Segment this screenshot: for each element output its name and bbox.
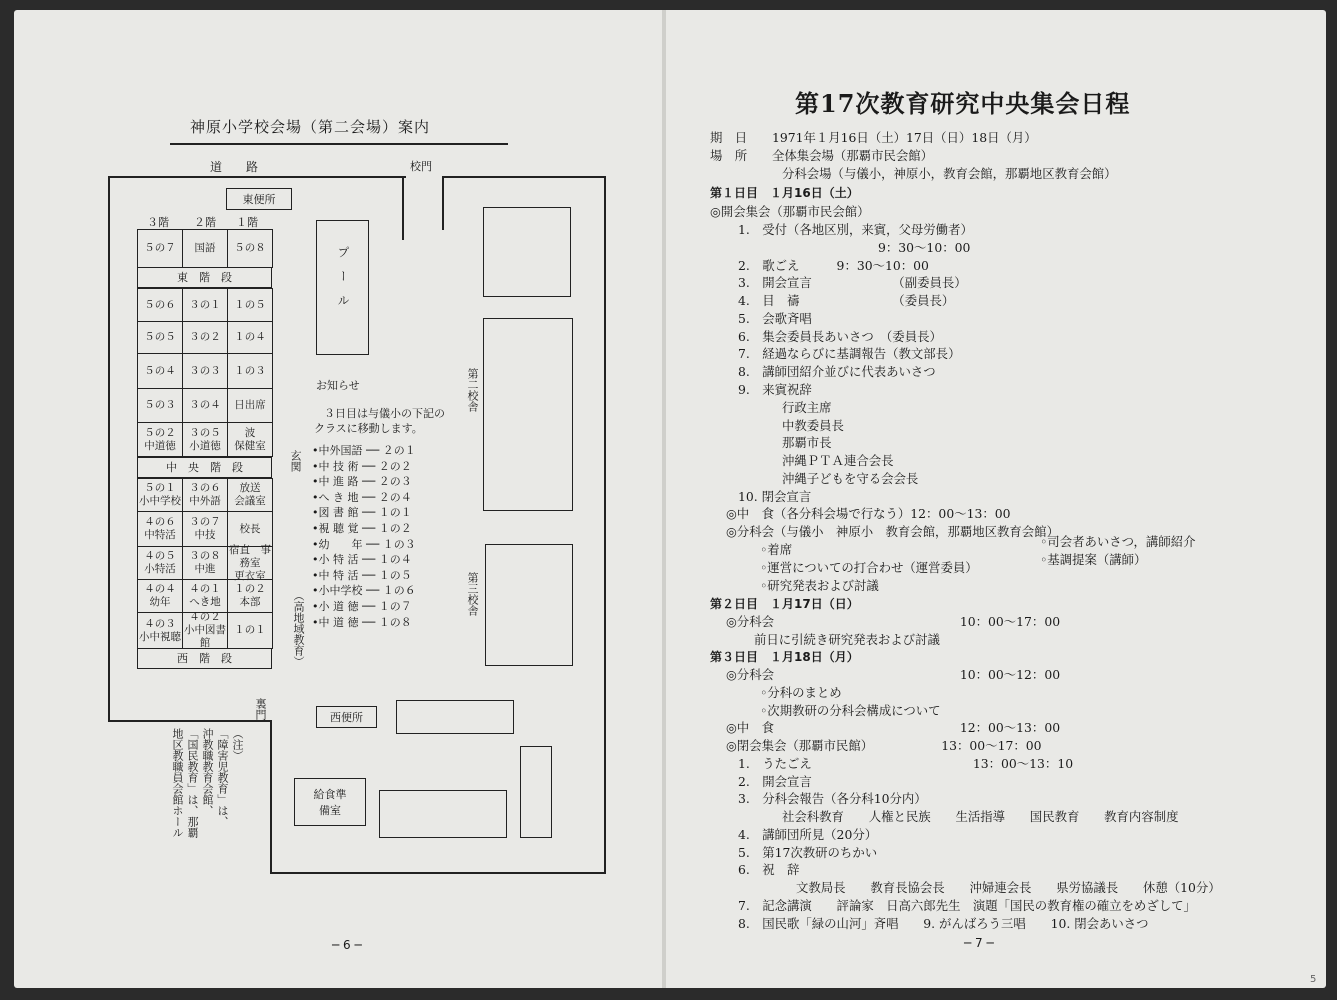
classroom-cell: ４の２ 小中図書館 xyxy=(184,611,226,649)
classroom-cell: ４の１ へき地 xyxy=(182,579,228,613)
genkan-label: 玄関 xyxy=(289,450,302,472)
classroom-cell: 国語 xyxy=(182,229,228,268)
boundary-bottom xyxy=(270,872,606,874)
classroom-cell: １の４ xyxy=(227,321,273,354)
classroom-cell: ５の４ xyxy=(137,353,183,389)
schedule-line: ◎分科会（与儀小 神原小 教育会館，那覇地区教育会館） xyxy=(726,524,1059,539)
classroom-cell: ５の５ xyxy=(137,321,183,354)
schedule-line: 3. 開会宣言 （副委員長） xyxy=(738,275,967,290)
schedule-line: 社会科教育 人権と民族 生活指導 国民教育 教育内容制度 xyxy=(782,809,1179,824)
notice-item: •中 特 活 ── １の５ xyxy=(312,568,412,582)
schedule-line: 那覇市長 xyxy=(782,435,832,450)
map-title: 神原小学校会場（第二会場）案内 xyxy=(190,118,431,136)
classroom-cell: １の５ xyxy=(227,288,273,322)
classroom-cell: ４の５ 小特活 xyxy=(137,546,183,580)
schedule-line: ◎閉会集会（那覇市民館） 13：00〜17：00 xyxy=(726,738,1042,753)
schedule-line: ◎開会集会（那覇市民会館） xyxy=(710,204,870,219)
kitchen-room: 給食準備室 xyxy=(294,778,366,826)
schedule-day-header: 第２日目 １月17日（日） xyxy=(710,597,859,611)
notice-item: •視 聴 覚 ── １の２ xyxy=(312,521,412,535)
boundary-top-right xyxy=(442,176,606,178)
notice-text-2: クラスに移動します。 xyxy=(314,422,423,435)
schedule-line: ◦司会者あいさつ，講師紹介 xyxy=(1040,534,1196,549)
building-third-label: 第三校舎 xyxy=(466,572,479,616)
west-toilet: 西便所 xyxy=(316,706,377,728)
page-number-right: ─ 7 ─ xyxy=(964,936,994,950)
schedule-line: 10. 閉会宣言 xyxy=(738,489,812,504)
classroom-cell: 日出席 xyxy=(227,388,273,423)
schedule-line: 4. 講師団所見（20分） xyxy=(738,827,878,842)
classroom-cell: ３の１ xyxy=(182,288,228,322)
classroom-cell: ４の６ 中特活 xyxy=(137,511,183,547)
gate-post-left xyxy=(402,178,404,240)
notice-list xyxy=(312,443,416,630)
floor-3: ３階 xyxy=(147,216,169,229)
notice-item: •小 特 活 ── １の４ xyxy=(312,553,412,567)
classroom-cell: １の２ 本部 xyxy=(227,579,273,613)
schedule-line: 9：30〜10：00 xyxy=(878,240,971,255)
schedule-line: 4. 目 禱 （委員長） xyxy=(738,293,955,308)
schedule-line: 中教委員長 xyxy=(782,418,844,433)
gate-post-right xyxy=(442,178,444,230)
classroom-cell: 波 保健室 xyxy=(227,422,273,457)
road-label: 道 路 xyxy=(210,160,259,174)
building-third xyxy=(485,544,573,666)
boundary-inner-left xyxy=(270,720,272,873)
schedule-line: 3. 分科会報告（各分科10分内） xyxy=(738,791,927,806)
schedule-line: 場 所 全体集会場（那覇市民会館） xyxy=(710,148,934,163)
notice-item: •へ き 地 ── ２の４ xyxy=(312,490,412,504)
schedule-line: 前日に引続き研究発表および討議 xyxy=(754,632,940,647)
classroom-cell: ３の２ xyxy=(182,321,228,354)
schedule-line: 5. 第17次教研のちかい xyxy=(738,845,878,860)
notice-text-1: ３日目は与儀小の下記の xyxy=(324,407,445,420)
classroom-cell: ５の２ 中道徳 xyxy=(137,422,183,457)
boundary-bottom-left xyxy=(108,720,270,722)
note-line: 「国民教育」は、那覇 xyxy=(186,728,199,838)
schedule-line: 分科会場（与儀小，神原小，教育会館，那覇地区教育会館） xyxy=(782,166,1117,181)
boundary-right xyxy=(604,176,606,874)
notice-item: •中 進 路 ── ２の３ xyxy=(312,475,412,489)
schedule-line: 8. 講師団紹介並びに代表あいさつ xyxy=(738,364,936,379)
schedule-line: ◎中 食（各分科会場で行なう）12：00〜13：00 xyxy=(726,506,1011,521)
note-line: 地区教職員会館ホール xyxy=(171,728,184,838)
classroom-cell: ４の４ 幼年 xyxy=(137,579,183,613)
notice-title: お知らせ xyxy=(316,379,360,392)
floor-1: １階 xyxy=(236,216,258,229)
classroom-cell: ３の８ 中進 xyxy=(182,546,228,580)
boundary-left xyxy=(108,176,110,721)
schedule-line: 文教局長 教育長協会長 沖婦連会長 県労協議長 休憩（10分） xyxy=(796,880,1221,895)
classroom-cell: ３の４ xyxy=(182,388,228,423)
west-stairs: 西 階 段 xyxy=(137,648,272,669)
schedule-line: ◎分科会 10：00〜17：00 xyxy=(726,614,1061,629)
classroom-cell: １の１ xyxy=(227,612,273,649)
pool-label: プ ー ル xyxy=(336,246,350,306)
classroom-cell: 放送 会議室 xyxy=(227,478,273,512)
page-number-left: ─ 6 ─ xyxy=(332,938,362,952)
classroom-cell: ４の３ 小中視聴 xyxy=(137,612,183,649)
schedule-line: ◦着席 xyxy=(760,542,793,557)
note-line: 「障害児教育」は、 xyxy=(216,728,229,827)
building-top xyxy=(483,207,571,297)
title-underline xyxy=(170,143,508,145)
classroom-cell: 校長 xyxy=(227,511,273,547)
east-toilet: 東便所 xyxy=(226,188,292,210)
schedule-day-header: 第３日目 １月18日（月） xyxy=(710,650,859,664)
schedule-line: 6. 祝 辞 xyxy=(738,862,800,877)
floor-2: ２階 xyxy=(194,216,216,229)
notice-item: •幼 年 ── １の３ xyxy=(312,537,416,551)
classroom-cell: 宿直 事務室 更衣室 xyxy=(229,543,271,582)
classroom-cell: ３の５ 小道徳 xyxy=(182,422,228,457)
schedule-line: 期 日 1971年１月16日（土）17日（日）18日（月） xyxy=(710,130,1037,145)
notice-item: •小 道 徳 ── １の７ xyxy=(312,599,412,613)
schedule-line: ◦次期教研の分科会構成について xyxy=(760,703,941,718)
schedule-line: 2. 開会宣言 xyxy=(738,774,812,789)
schedule-line: 7. 記念講演 評論家 日高六郎先生 演題「国民の教育権の確立をめざして」 xyxy=(738,898,1196,913)
schedule-line: ◎分科会 10：00〜12：00 xyxy=(726,667,1061,682)
schedule-line: 9. 来賓祝辞 xyxy=(738,382,812,397)
classroom-cell: ５の７ xyxy=(137,229,183,268)
classroom-cell: ５の１ 小中学校 xyxy=(137,478,183,512)
schedule-line: 1. 受付（各地区別，来賓，父母労働者） xyxy=(738,222,973,237)
schedule-line: 5. 会歌斉唱 xyxy=(738,311,812,326)
schedule-line: 6. 集会委員長あいさつ （委員長） xyxy=(738,329,942,344)
schedule-line: ◦基調提案（講師） xyxy=(1040,552,1147,567)
central-stairs: 中 央 階 段 xyxy=(137,457,272,478)
schedule-line: 8. 国民歌「緑の山河」斉唱 9. がんばろう三唱 10. 閉会あいさつ xyxy=(738,916,1149,931)
notice-item: •中 道 徳 ── １の８ xyxy=(312,615,412,629)
schedule-line: 7. 経過ならびに基調報告（教文部長） xyxy=(738,346,961,361)
notice-item: •小中学校 ── １の６ xyxy=(312,584,416,598)
boundary-top-left xyxy=(108,176,406,178)
schedule-line: ◦分科のまとめ xyxy=(760,685,842,700)
corner-mark: 5 xyxy=(1310,974,1317,985)
building-small xyxy=(396,700,514,734)
classroom-cell: ３の７ 中技 xyxy=(182,511,228,547)
notice-item: •中 技 術 ── ２の２ xyxy=(312,459,412,473)
note-line: （注） xyxy=(231,728,244,761)
note-block xyxy=(170,728,245,888)
schedule-line: 沖縄子どもを守る会会長 xyxy=(782,471,919,486)
schedule-title: 第17次教育研究中央集会日程 xyxy=(795,89,1131,118)
classroom-cell: ３の６ 中外語 xyxy=(182,478,228,512)
back-gate-label: 裏門 xyxy=(254,698,267,720)
main-gate-label: 校門 xyxy=(410,160,432,173)
schedule-line: ◦研究発表および討議 xyxy=(760,578,879,593)
classroom-cell: ５の３ xyxy=(137,388,183,423)
schedule-line: ◦運営についての打合わせ（運営委員） xyxy=(760,560,978,575)
notice-item: •図 書 館 ── １の１ xyxy=(312,506,412,520)
building-bottom xyxy=(379,790,507,838)
schedule-line: 行政主席 xyxy=(782,400,832,415)
classroom-cell: １の３ xyxy=(227,353,273,389)
kochi-label: （高地域教育） xyxy=(292,590,305,667)
classroom-cell: ５の６ xyxy=(137,288,183,322)
schedule-day-header: 第１日目 １月16日（土） xyxy=(710,186,859,200)
schedule-line: 1. うたごえ 13：00〜13：10 xyxy=(738,756,1074,771)
building-narrow xyxy=(520,746,552,838)
east-stairs: 東 階 段 xyxy=(137,267,272,288)
classroom-cell: ３の３ xyxy=(182,353,228,389)
classroom-cell: ５の８ xyxy=(227,229,273,268)
note-line: 沖教職教育会館、 xyxy=(201,728,214,816)
building-second xyxy=(483,318,573,511)
schedule-line: 2. 歌ごえ 9：30〜10：00 xyxy=(738,258,929,273)
schedule-line: 沖縄ＰＴＡ連合会長 xyxy=(782,453,894,468)
building-second-label: 第二校舎 xyxy=(466,368,479,412)
schedule-line: ◎中 食 12：00〜13：00 xyxy=(726,720,1061,735)
notice-item: •中外国語 ── ２の１ xyxy=(312,444,416,457)
